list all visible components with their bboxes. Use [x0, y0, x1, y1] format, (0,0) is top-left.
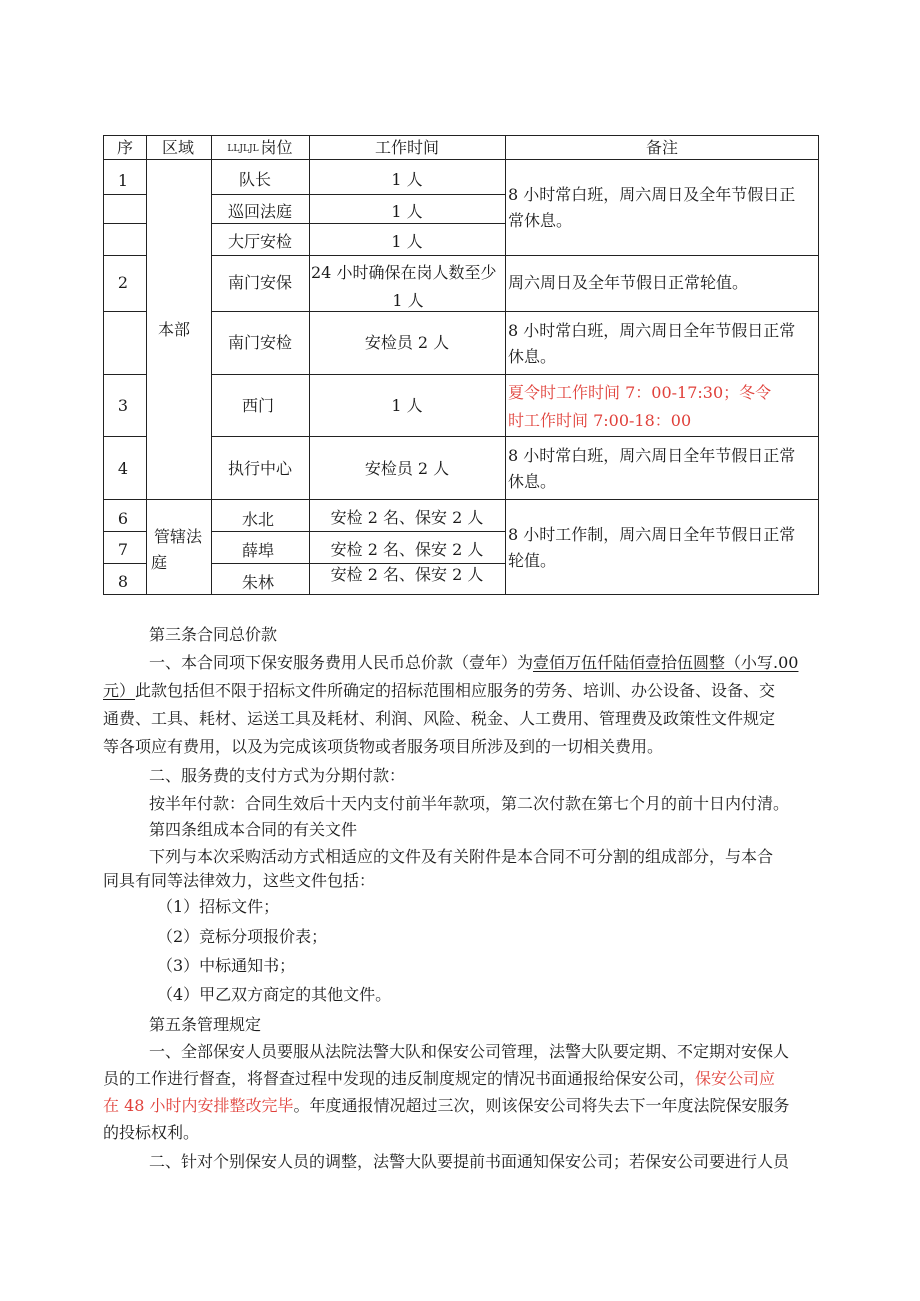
area-court-line2: 庭: [150, 553, 168, 572]
header-post-prefix: LLJLJL: [227, 143, 259, 154]
remark-execution-center: [508, 443, 795, 495]
table-rule: [103, 223, 146, 224]
time-south-gate-guard-line2: 1 人: [392, 291, 424, 310]
remark-south-gate-check-line1: 8 小时常白班，周六周日全年节假日正常: [508, 321, 796, 340]
table-rule: [103, 436, 146, 437]
table-rule: [103, 135, 104, 595]
remark-west-gate-line1: 夏令时工作时间 7：00-17:30；冬令: [508, 383, 772, 402]
time-south-gate-guard: [311, 259, 505, 315]
section-4-item-2: （2）竞标分项报价表；: [157, 927, 328, 946]
header-post-label: 岗位: [260, 138, 293, 157]
section-5-para-1-text: 员的工作进行督查，将督查过程中发现的违反制度规定的情况书面通报给保安公司，: [103, 1069, 696, 1088]
area-court: [150, 524, 203, 576]
table-rule: [211, 135, 212, 595]
remark-group2-line2: 轮值。: [508, 551, 557, 570]
section-5-para-1-consequence: 。年度通报情况超过三次，则该保安公司将失去下一年度法院保安服务: [293, 1096, 790, 1115]
post-shuibei: 水北: [241, 510, 275, 529]
table-rule: [103, 311, 146, 312]
section-5-para-2: 二、针对个别保安人员的调整，法警大队要提前书面通知保安公司；若保安公司要进行人员: [149, 1152, 790, 1171]
seq-8: 8: [117, 572, 129, 591]
seq-2: 2: [117, 273, 129, 292]
table-rule: [103, 563, 146, 564]
section-4-item-1: （1）招标文件；: [157, 897, 280, 916]
header-time: 工作时间: [374, 138, 440, 157]
post-zhulin: 朱林: [241, 573, 275, 592]
seq-3: 3: [117, 396, 129, 415]
post-circuit-court: 巡回法庭: [227, 202, 293, 221]
section-3-para-1-line-3: 通费、工具、耗材、运送工具及耗材、利润、风险、税金、人工费用、管理费及政策性文件规定: [103, 709, 776, 728]
remark-west-gate: [508, 379, 771, 435]
total-price-amount: 壹佰万伍仟陆佰壹拾伍圆整（小写.00: [533, 653, 799, 672]
table-rule: [211, 255, 819, 256]
time-shuibei: 安检 2 名、保安 2 人: [330, 508, 484, 527]
seq-4: 4: [117, 459, 129, 478]
section-3-para-1-line-1: [149, 651, 798, 675]
time-west-gate: 1 人: [391, 396, 423, 415]
remark-execution-center-line1: 8 小时常白班，周六周日全年节假日正常: [508, 446, 796, 465]
section-3-title: 第三条合同总价款: [149, 625, 278, 644]
remark-group1-line1: 8 小时常白班，周六周日及全年节假日正: [508, 185, 796, 204]
section-3-para-1-scope: 此款包括但不限于招标文件所确定的招标范围相应服务的劳务、培训、办公设备、设备、交: [135, 681, 776, 700]
time-south-gate-guard-line1: 24 小时确保在岗人数至少: [311, 263, 497, 282]
seq-1: 1: [117, 171, 129, 190]
remark-south-gate-check: [508, 318, 795, 370]
time-xuebu: 安检 2 名、保安 2 人: [330, 540, 484, 559]
remark-group2-line1: 8 小时工作制，周六周日全年节假日正常: [508, 525, 796, 544]
time-circuit-court: 1 人: [391, 202, 423, 221]
remark-south-gate-guard: 周六周日及全年节假日正常轮值。: [508, 273, 749, 292]
post-west-gate: 西门: [241, 396, 275, 415]
section-5-para-1-line-2: [103, 1067, 775, 1091]
deadline-highlight-end: 在 48 小时内安排整改完毕: [103, 1096, 294, 1115]
header-area: 区域: [161, 138, 195, 157]
time-zhulin: 安检 2 名、保安 2 人: [330, 565, 484, 584]
time-south-gate-check: 安检员 2 人: [364, 333, 450, 352]
section-3-para-1-lead: 一、本合同项下保安服务费用人民币总价款（壹年）为: [149, 653, 534, 672]
seq-6: 6: [117, 509, 129, 528]
remark-execution-center-line2: 休息。: [508, 472, 557, 491]
area-court-line1: 管辖法: [153, 527, 203, 546]
table-rule: [103, 531, 146, 532]
remark-group1-line2: 常休息。: [508, 211, 573, 230]
section-5-title: 第五条管理规定: [149, 1015, 262, 1034]
post-xuebu: 薛埠: [241, 541, 275, 560]
table-rule: [103, 255, 146, 256]
section-4-item-4: （4）甲乙双方商定的其他文件。: [157, 985, 392, 1004]
section-4-item-3: （3）中标通知书；: [157, 956, 296, 975]
remark-south-gate-check-line2: 休息。: [508, 347, 557, 366]
deadline-highlight-start: 保安公司应: [695, 1069, 776, 1088]
table-rule: [211, 311, 819, 312]
table-rule: [103, 374, 146, 375]
seq-7: 7: [117, 540, 129, 559]
post-captain: 队长: [238, 170, 272, 189]
table-rule: [146, 135, 147, 595]
post-hall-security: 大厅安检: [227, 232, 293, 251]
table-rule: [211, 436, 819, 437]
table-rule: [505, 135, 506, 595]
section-5-para-1-line-3: [103, 1094, 790, 1118]
staffing-table: [0, 0, 920, 620]
table-rule: [211, 194, 505, 195]
section-3-para-1-line-4: 等各项应有费用，以及为完成该项货物或者服务项目所涉及到的一切相关费用。: [103, 737, 664, 756]
time-hall-security: 1 人: [391, 232, 423, 251]
table-rule: [818, 135, 819, 595]
section-3-para-2: 二、服务费的支付方式为分期付款：: [149, 766, 406, 785]
section-4-para-1-line-1: 下列与本次采购活动方式相适应的文件及有关附件是本合同不可分割的组成部分，与本合: [149, 847, 774, 866]
header-seq: 序: [116, 138, 134, 157]
section-5-para-1-line-1: 一、全部保安人员要服从法院法警大队和保安公司管理，法警大队要定期、不定期对安保人: [149, 1042, 790, 1061]
remark-west-gate-line2: 时工作时间 7:00-18：00: [508, 411, 692, 430]
table-rule: [103, 194, 146, 195]
post-south-gate-guard: 南门安保: [227, 273, 293, 292]
header-remark: 备注: [645, 138, 679, 157]
section-5-para-1-line-4: 的投标权利。: [103, 1123, 200, 1142]
header-post: [227, 136, 292, 161]
section-3-para-1-line-2: [103, 679, 775, 703]
time-execution-center: 安检员 2 人: [364, 459, 450, 478]
post-south-gate-check: 南门安检: [227, 333, 293, 352]
table-rule: [309, 135, 310, 595]
total-price-unit: 元）: [103, 681, 136, 700]
time-captain: 1 人: [391, 170, 423, 189]
section-4-title: 第四条组成本合同的有关文件: [149, 820, 358, 839]
area-main: 本部: [157, 320, 191, 339]
post-execution-center: 执行中心: [227, 459, 293, 478]
section-3-para-3: 按半年付款：合同生效后十天内支付前半年款项，第二次付款在第七个月的前十日内付清。: [149, 794, 790, 813]
section-4-para-1-line-2: 同具有同等法律效力，这些文件包括：: [103, 871, 376, 890]
remark-group2: [508, 522, 795, 574]
table-rule: [211, 374, 819, 375]
remark-group1: [508, 182, 795, 234]
